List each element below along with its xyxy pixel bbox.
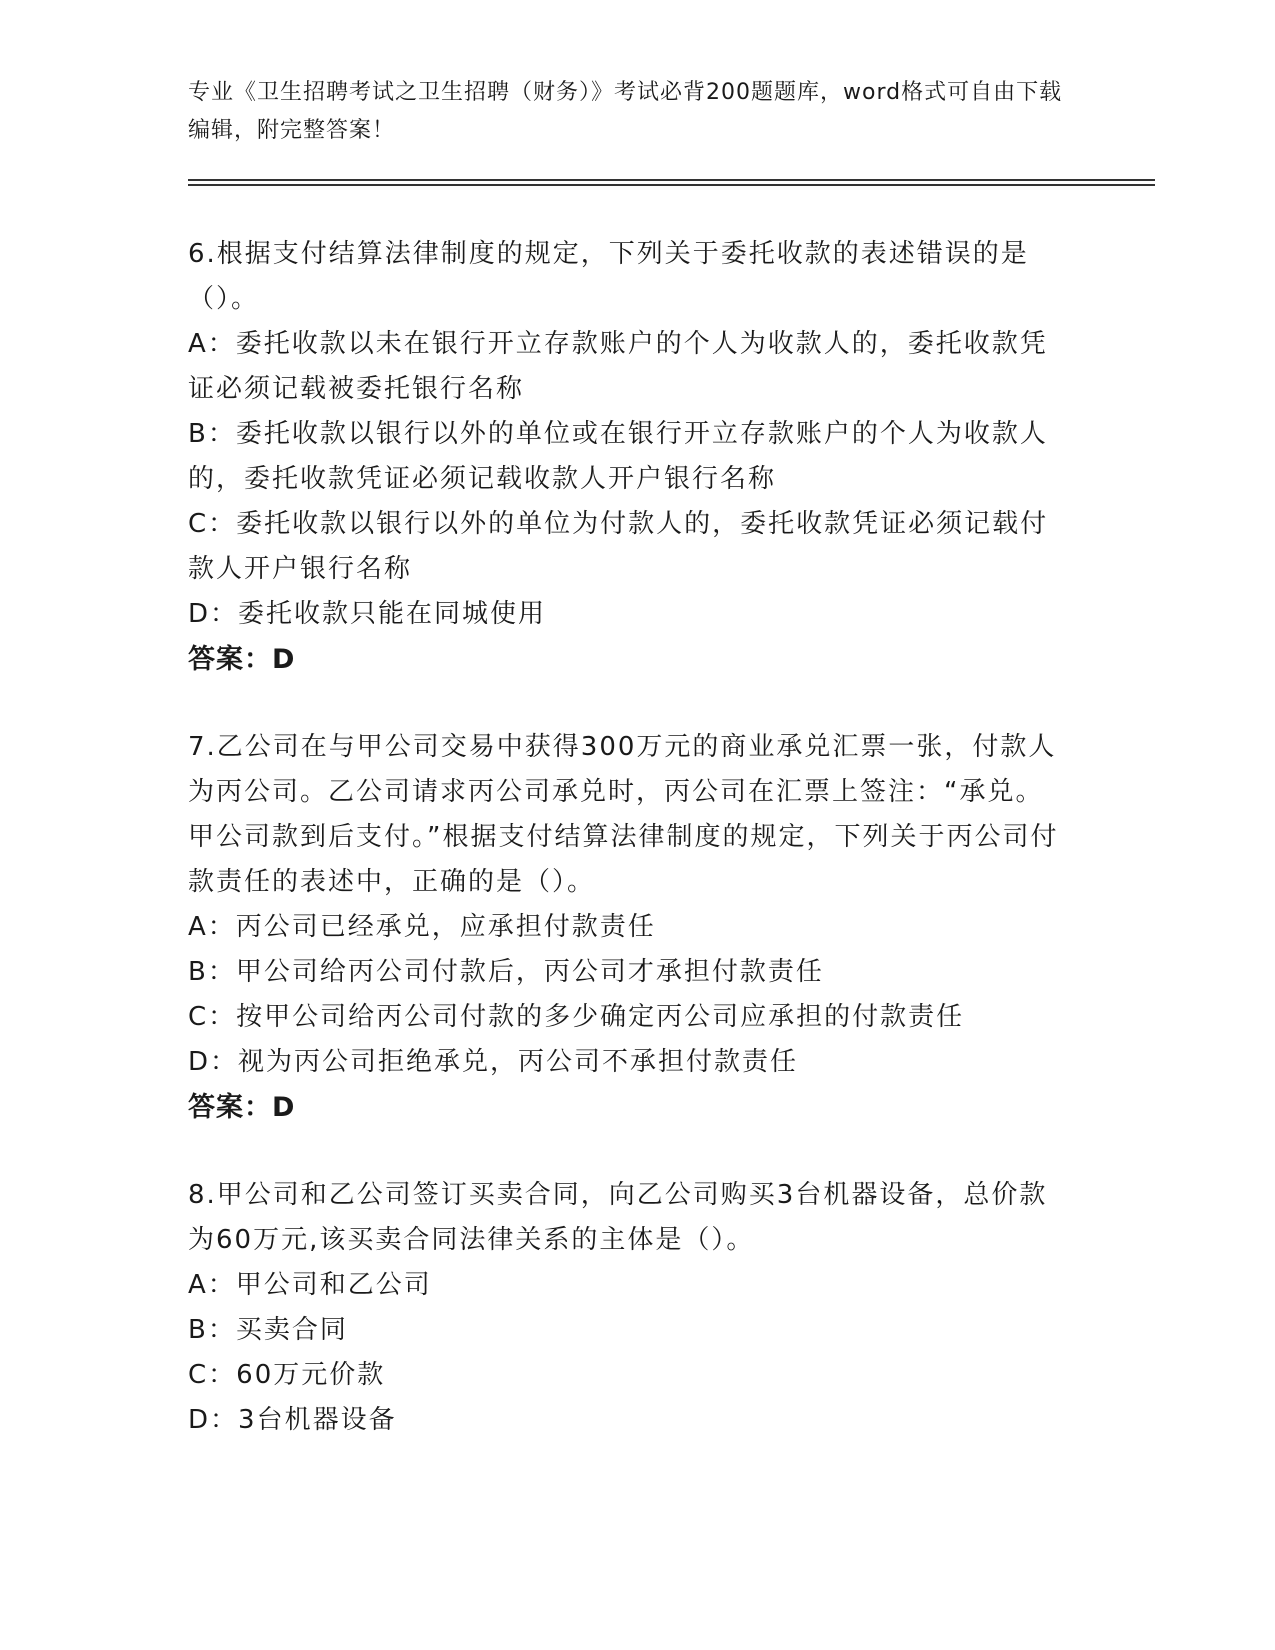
question-6	[188, 232, 1068, 683]
option-d: D：视为丙公司拒绝承兑，丙公司不承担付款责任	[188, 1047, 799, 1077]
option-c: C：60万元价款	[188, 1360, 386, 1390]
option-a: A：丙公司已经承兑，应承担付款责任	[188, 912, 656, 942]
question-stem: 8.甲公司和乙公司签订买卖合同，向乙公司购买3台机器设备，总价款为60万元,该买卖合同法律关系的主体是（）。	[188, 1180, 1048, 1255]
option-c: C：按甲公司给丙公司付款的多少确定丙公司应承担的付款责任	[188, 1002, 965, 1032]
question-stem: 7.乙公司在与甲公司交易中获得300万元的商业承兑汇票一张，付款人为丙公司。乙公司请求丙公司承兑时，丙公司在汇票上签注：“承兑。甲公司款到后支付。”根据支付结算法律制度的规定，下列关于丙公司付款责任的表述中，正确的是（）。	[188, 732, 1059, 897]
question-list	[188, 232, 1068, 1485]
option-c: C：委托收款以银行以外的单位为付款人的，委托收款凭证必须记载付款人开户银行名称	[188, 509, 1049, 584]
option-b: B：甲公司给丙公司付款后，丙公司才承担付款责任	[188, 957, 824, 987]
option-a: A：委托收款以未在银行开立存款账户的个人为收款人的，委托收款凭证必须记载被委托银行名称	[188, 329, 1048, 404]
page-header: 专业《卫生招聘考试之卫生招聘（财务）》考试必背200题题库，word格式可自由下载编辑，附完整答案！	[188, 80, 1063, 143]
option-b: B：买卖合同	[188, 1315, 348, 1345]
option-d: D：3台机器设备	[188, 1405, 397, 1435]
header-divider-top	[188, 179, 1155, 181]
question-7	[188, 725, 1068, 1131]
option-b: B：委托收款以银行以外的单位或在银行开立存款账户的个人为收款人的，委托收款凭证必须记载收款人开户银行名称	[188, 419, 1048, 494]
header-divider-bottom	[188, 184, 1155, 186]
answer: 答案：D	[188, 1092, 296, 1123]
option-a: A：甲公司和乙公司	[188, 1270, 432, 1300]
answer: 答案：D	[188, 644, 296, 675]
option-d: D：委托收款只能在同城使用	[188, 599, 547, 629]
question-8	[188, 1173, 1068, 1443]
question-stem: 6.根据支付结算法律制度的规定，下列关于委托收款的表述错误的是（）。	[188, 239, 1029, 314]
